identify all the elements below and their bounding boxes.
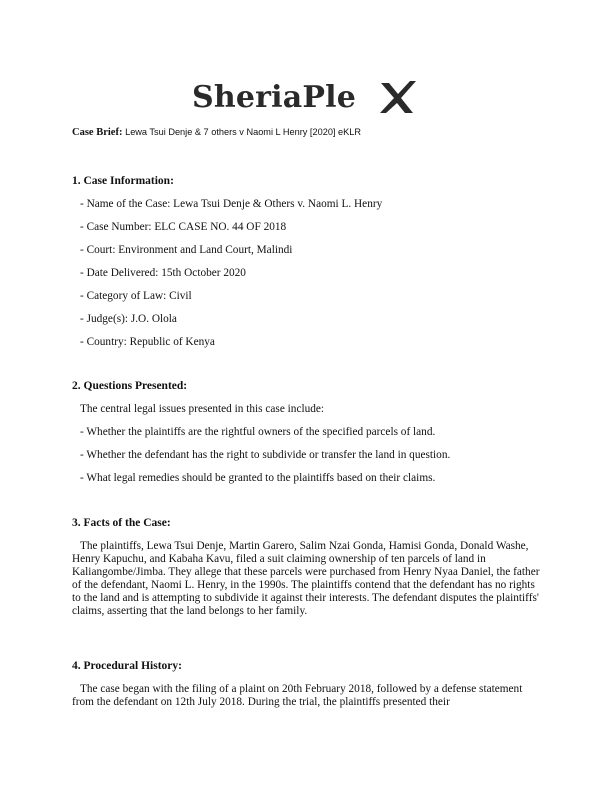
section-heading-procedural-history: 4. Procedural History: [72, 660, 182, 672]
case-info-category: - Category of Law: Civil [80, 290, 192, 302]
logo-wordmark: SheriaPle [192, 80, 357, 115]
question-item: - Whether the defendant has the right to subdivide or transfer the land in question. [80, 449, 451, 461]
case-brief-label: Case Brief: [72, 127, 123, 138]
case-info-court: - Court: Environment and Land Court, Malindi [80, 244, 293, 256]
case-brief-line [72, 127, 361, 138]
case-brief-title: Lewa Tsui Denje & 7 others v Naomi L Henry [2020] eKLR [125, 127, 362, 137]
question-item: - What legal remedies should be granted to the plaintiffs based on their claims. [80, 472, 436, 484]
case-info-judges: - Judge(s): J.O. Olola [80, 313, 177, 325]
questions-intro: The central legal issues presented in this case include: [80, 403, 325, 415]
case-info-date: - Date Delivered: 15th October 2020 [80, 267, 246, 279]
procedural-paragraph: The case began with the filing of a plaint on 20th February 2018, followed by a defense statement from the defendant on 12th July 2018. During the trial, the plaintiffs presented their [72, 683, 523, 708]
section-heading-questions-presented: 2. Questions Presented: [72, 380, 188, 392]
section-heading-facts: 3. Facts of the Case: [72, 517, 171, 529]
facts-paragraph: The plaintiffs, Lewa Tsui Denje, Martin Garero, Salim Nzai Gonda, Hamisi Gonda, Donald Washe, Henry Kapuchu, and Kabaha Kavu, filed a suit claiming ownership of ten parcels of land in Kaliangombe/Jimba. They allege that these parcels were purchased from Henry Nyaa Daniel, the father of the defendant, Naomi L. Henry, in the 1990s. The plaintiffs contend that the defendant has no rights to the land and is attempting to subdivide it against their interests. The defendant disputes the plaintiffs' claims, asserting that the land belongs to her family. [72, 540, 540, 617]
sheriaplex-logo [192, 78, 422, 118]
case-info-country: - Country: Republic of Kenya [80, 336, 215, 348]
x-mark-icon [379, 79, 417, 115]
question-item: - Whether the plaintiffs are the rightful owners of the specified parcels of land. [80, 426, 436, 438]
case-info-number: - Case Number: ELC CASE NO. 44 OF 2018 [80, 221, 287, 233]
case-info-name: - Name of the Case: Lewa Tsui Denje & Others v. Naomi L. Henry [80, 198, 383, 210]
section-heading-case-information: 1. Case Information: [72, 175, 174, 187]
